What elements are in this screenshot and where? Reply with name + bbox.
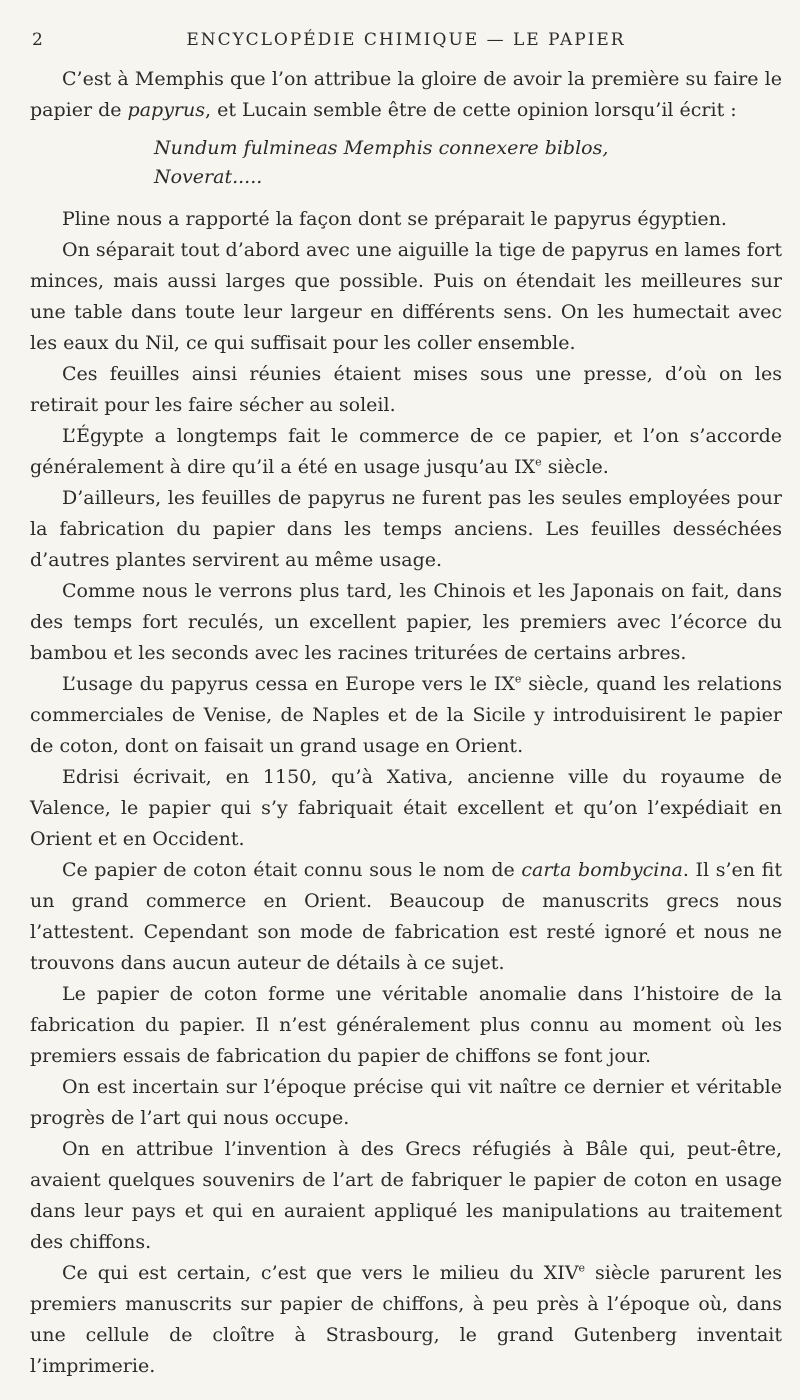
superscript: e (535, 455, 542, 469)
latin-quotation (154, 134, 782, 192)
paragraph: Edrisi écrivait, en 1150, qu’à Xativa, ancienne ville du royaume de Valence, le papier qui s’y fabriquait était excellent et qu’on l’expédiait en Orient et en Occident. (30, 766, 782, 850)
paragraph (30, 421, 782, 483)
quote-line: Nundum fulmineas Memphis connexere biblos, (154, 137, 609, 159)
paragraph: Ces feuilles ainsi réunies étaient mises sous une presse, d’où on les retirait pour les faire sécher au soleil. (30, 363, 782, 416)
document-body (30, 64, 782, 1382)
paragraph-text: C’est à Memphis que l’on attribue la gloire de avoir la première su faire le papier de (30, 68, 782, 121)
superscript: e (514, 672, 522, 686)
paragraph-text: siècle. (541, 456, 609, 478)
paragraph-text: . Il s’en fit un grand commerce en Orient. Beaucoup de manuscrits grecs nous l’attestent. Cependant son mode de fabrication est resté ignoré et nous ne trouvons dans aucun auteur de détails à ce sujet. (30, 859, 782, 974)
paragraph-text: Ce qui est certain, c’est que vers le milieu du XIV (62, 1262, 579, 1284)
paragraph-text: L’usage du papyrus cessa en Europe vers le IX (62, 673, 515, 695)
page-header (30, 30, 782, 64)
paragraph (30, 855, 782, 979)
paragraph-text: siècle, quand les relations commerciales de Venise, de Naples et de la Sicile y introduisirent le papier de coton, dont on faisait un grand usage en Orient. (30, 673, 782, 757)
paragraph: D’ailleurs, les feuilles de papyrus ne furent pas les seules employées pour la fabrication du papier dans les temps anciens. Les feuilles desséchées d’autres plantes servirent au même usage. (30, 487, 782, 571)
superscript: e (578, 1261, 586, 1275)
paragraph: Pline nous a rapporté la façon dont se préparait le papyrus égyptien. (62, 208, 727, 230)
quote-line: Noverat..... (154, 166, 263, 188)
paragraph (30, 1258, 782, 1382)
paragraph: Comme nous le verrons plus tard, les Chinois et les Japonais on fait, dans des temps fort reculés, un excellent papier, les premiers avec l’écorce du bambou et les seconds avec les racines triturées de certains arbres. (30, 580, 782, 664)
paragraph: On séparait tout d’abord avec une aiguille la tige de papyrus en lames fort minces, mais aussi larges que possible. Puis on étendait les meilleures sur une table dans toute leur largeur en différents sens. On les humectait avec les eaux du Nil, ce qui suffisait pour les coller ensemble. (30, 239, 782, 354)
paragraph (30, 64, 782, 126)
running-title: ENCYCLOPÉDIE CHIMIQUE — LE PAPIER (186, 30, 626, 50)
italic-text: carta bombycina (521, 859, 683, 881)
paragraph: On est incertain sur l’époque précise qui vit naître ce dernier et véritable progrès de l’art qui nous occupe. (30, 1076, 782, 1129)
page-number: 2 (32, 30, 43, 50)
paragraph: On en attribue l’invention à des Grecs réfugiés à Bâle qui, peut-être, avaient quelques souvenirs de l’art de fabriquer le papier de coton en usage dans leur pays et qui en auraient appliqué les manipulations au traitement des chiffons. (30, 1138, 782, 1253)
paragraph-text: , et Lucain semble être de cette opinion lorsqu’il écrit : (205, 99, 737, 121)
paragraph (30, 669, 782, 762)
paragraph: Le papier de coton forme une véritable anomalie dans l’histoire de la fabrication du papier. Il n’est généralement plus connu au moment où les premiers essais de fabrication du papier de chiffons se font jour. (30, 983, 782, 1067)
italic-text: papyrus (127, 99, 206, 121)
paragraph-text: siècle parurent les premiers manuscrits sur papier de chiffons, à peu près à l’époque où, dans une cellule de cloître à Strasbourg, le grand Gutenberg inventait l’imprimerie. (30, 1262, 782, 1377)
paragraph-text: Ce papier de coton était connu sous le nom de (62, 859, 522, 881)
paragraph-text: L’Égypte a longtemps fait le commerce de ce papier, et l’on s’accorde généralement à dire qu’il a été en usage jusqu’au IX (30, 425, 782, 478)
